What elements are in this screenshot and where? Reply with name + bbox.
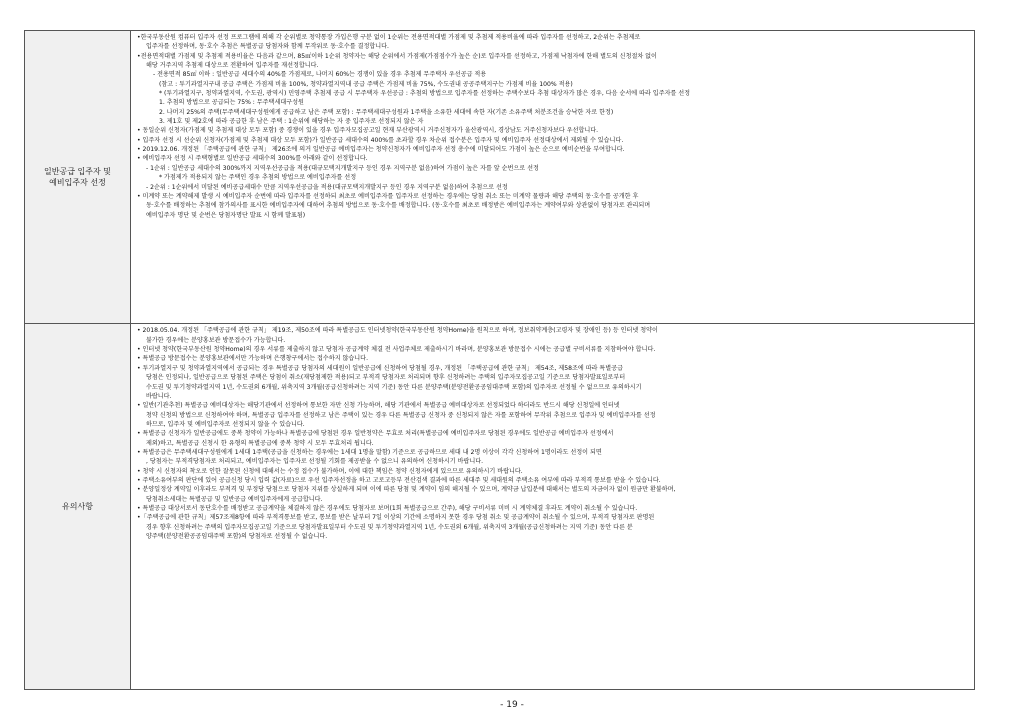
content-line: • 투기과열지구 및 청약과열지역에서 공급되는 경우 특별공급 당첨자의 세대원이 일반공급에 신청하여 당첨될 경우, 개정된 「주택공급에 관한 규칙」 제54조, 제58조에 따라 특별공급 <box>137 364 623 372</box>
row-label <box>25 31 131 324</box>
row-content <box>131 324 975 690</box>
content-line: - 전용면적 85㎡ 이하 : 일반공급 세대수의 40%를 가점제로, 나머지 60%는 경쟁이 있을 경우 추첨제 무주택자 우선공급 적용 <box>153 71 487 79</box>
content-line: • 2019.12.06. 개정된 「주택공급에 관한 규칙」 제26조에 의거 일반공급 예비입주자는 청약신청자가 예비입주자 선정 총수에 미달되어도 가점이 높은 순으로 예비순번을 부여합니다. <box>137 146 625 154</box>
content-line: 하므로, 입주자 및 예비입주자로 선정되지 않을 수 있습니다. <box>146 420 305 428</box>
content-line: • 인터넷 청약(한국부동산원 청약Home)의 경우 서류를 제출하지 않고 당첨자 공급계약 체결 전 사업주체로 제출하시기 바라며, 분양홍보관 방문접수 시에는 공급별 구비서류를 지참하여야 합니다. <box>137 346 656 354</box>
content-line: • 분양일정상 계약일 이후라도 부적격 및 부정당 당첨으로 당첨자 지위를 상실하게 되며 이에 따른 당첨 및 계약이 임의 해지될 수 있으며, 계약금 납입분에 대해서는 별도의 자금이자 없이 원금만 환불하며, <box>137 486 676 494</box>
content-line: * (투기과열지구, 청약과열지역, 수도권, 광역시) 민영주택 추첨제 공급 시 무주택자 우선공급 : 추첨의 방법으로 입주자를 선정하는 주택수보다 추첨 대상자가 많은 경우, 다음 순서에 따라 입주자를 선정 <box>159 90 691 98</box>
content-line: 바랍니다. <box>146 392 172 400</box>
content-line: 예비입주자 명단 및 순번은 당첨자명단 발표 시 함께 발표됨) <box>146 211 306 219</box>
content-line: 3. 제1호 및 제2호에 따라 공급한 후 남은 주택 : 1순위에 해당하는 자 중 입주자로 선정되지 않은 자 <box>159 118 424 126</box>
content-line: 경우 향후 신청하려는 주택의 입주자모집공고일 기준으로 당첨자발표일부터 수도권 및 투기청약과열지역 1년, 수도권외 6개월, 위축지역 3개월(공급신청하려는 지역 기준) 동안 다른 분 <box>146 523 633 531</box>
content-line: 청약 신청의 방법으로 신청하여야 하며, 특별공급 입주자를 선정하고 남은 주택이 있는 경우 다른 특별공급 신청자 중 신청되지 않은 자를 포함하여 무작위 추첨으로 입주자 및 예비입주자를 선정 <box>146 411 656 419</box>
content-line: * 가점제가 적용되지 않는 주택인 경우 추첨의 방법으로 예비입주자를 선정 <box>159 174 357 182</box>
content-line: (참고 : 투기과열지구내 공급 주택은 가점제 비율 100%, 청약과열지역내 공급 주택은 가점제 비율 75%, 수도권내 공공주택지구는 가점제 비율 100% 적용) <box>159 80 573 88</box>
content-line: 불가한 경우에는 분양홍보관 방문접수가 가능합니다. <box>146 336 286 344</box>
table-row-notes <box>25 324 975 690</box>
content-line: • 주택소유여부의 판단에 있어 공급신청 당시 입력 값(자료)으로 우선 입주자선정을 하고 고로고등부 전산검색 결과에 따른 세대주 및 세대원의 주택소유 여부에 따라 부적격 통보를 받을 수 있습니다. <box>137 476 661 484</box>
content-line: • 2018.05.04. 개정된 「주택공급에 관한 규칙」 제19조, 제50조에 따라 특별공급도 인터넷청약(한국부동산원 청약Home)을 원칙으로 하며, 정보취약계층(고령자 및 장애인 등) 등 인터넷 청약이 <box>137 327 658 335</box>
content-line: • 미계약 또는 계약해제 발생 시 예비입주자 순번에 따라 입주자를 선정하되 최초로 예비입주자를 입주자로 선정하는 경우에는 당첨 취소 또는 미계약 물량과 해당 주택의 동·호수를 공개한 후 <box>137 192 639 200</box>
content-line: •전용면적대별 가점제 및 추첨제 적용비율은 다음과 같으며, 85㎡이하 1순위 청약자는 해당 순위에서 가점제(가점점수가 높은 순)로 입주자를 선정하고, 가점제 낙첨자에 한해 별도의 신청절차 없이 <box>137 52 657 60</box>
content-line: • 특별공급 방문접수는 분양홍보관에서만 가능하며 은행창구에서는 접수하지 않습니다. <box>137 355 369 363</box>
content-line: 동·호수를 배정하는 추첨에 참가의사를 표시한 예비입주자에 대하여 추첨의 방법으로 동·호수를 배정합니다. (동·호수를 최초로 배정받은 예비입주자는 계약여부와 상관없이 당첨자로 관리되며 <box>146 202 651 210</box>
table-row-selection <box>25 31 975 324</box>
content-line: • 예비입주자 선정 시 주택형별로 일반공급 세대수의 300%를 아래와 같이 선정합니다. <box>137 155 368 163</box>
content-line: 입주자를 선정하며, 동·호수 추첨은 특별공급 당첨자와 함께 무작위로 동·호수를 결정합니다. <box>146 43 389 51</box>
content-line: 2. 나머지 25%의 주택(무주택세대구성원에게 공급하고 남은 주택 포함) : 무주택세대구성원과 1주택을 소유한 세대에 속한 자(기존 소유주택 처분조건을 승낙한 자로 한정) <box>159 108 614 116</box>
content-line: 수도권 및 투기청약과열지역 1년, 수도권외 6개월, 위축지역 3개월(공급신청하려는 지역 기준) 동안 다른 분양주택(분양전환공공임대주택 포함)의 입주자로 선정될 수 없으므로 유의하시기 <box>146 383 642 391</box>
content-line: •「주택공급에 관한 규칙」제57조제8항에 따라 부적격통보를 받고, 통보를 받은 날부터 7일 이상의 기간에 소명하지 못한 경우 당첨 취소 및 공급계약이 취소될 수 있으며, 부적격 당첨자로 판명된 <box>137 514 655 522</box>
content-line: 제외)하고, 특별공급 신청시 한 유형의 특별공급에 중복 청약 시 모두 무효처리 됩니다. <box>146 439 374 447</box>
content-line: 1. 추첨의 방법으로 공급되는 75% : 무주택세대구성원 <box>159 99 304 107</box>
content-line: • 청약 시 신청자의 착오로 인한 잘못된 신청에 대해서는 수정 접수가 불가하며, 이에 대한 책임은 청약 신청자에게 있으므로 유의하시기 바랍니다. <box>137 467 523 475</box>
content-line: •한국부동산원 컴퓨터 입주자 선정 프로그램에 의해 각 순위별로 청약통장 가입은행 구분 없이 1순위는 전용면적대별 가점제 및 추첨제 적용비율에 따라 입주자를 선정하고, 2순위는 추첨제로 <box>137 34 641 41</box>
notice-table <box>24 30 975 690</box>
content-line: • 일반(기관추천) 특별공급 예비대상자는 해당기관에서 선정하여 통보한 자만 신청 가능하며, 해당 기관에서 특별공급 예비대상자로 선정되었다 하더라도 반드시 해당 신청일에 인터넷 <box>137 402 620 410</box>
content-line: • 입주자 선정 시 선순위 신청자(가점제 및 추첨제 대상 모두 포함)가 일반공급 세대수의 400%를 초과할 경우 차순위 접수분은 입주자 및 예비입주자 선정대상에서 제외될 수 있습니다. <box>137 136 624 144</box>
row-label <box>25 324 131 690</box>
row-label-text: 일반공급 입주자 및 예비입주자 선정 <box>44 167 111 188</box>
content-line: 양주택(분양전환공공임대주택 포함)의 당첨자로 선정될 수 없습니다. <box>146 533 328 540</box>
content-line: - 1순위 : 일반공급 세대수의 300%까지 지역우선공급을 적용(대규모택지개발지구 등인 경우 지역구분 없음)하여 가점이 높은 자를 앞 순번으로 선정 <box>146 164 539 172</box>
content-line: • 특별공급은 무주택세대구성원에게 1세대 1주택(공급을 신청하는 경우에는 1세대 1명을 말함) 기준으로 공급하므로 세대 내 2명 이상이 각각 신청하여 1명이라도 선정이 되면 <box>137 448 602 456</box>
content-line: 당첨취소세대는 특별공급 및 일반공급 예비입주자에게 공급합니다. <box>146 495 323 503</box>
content-line: • 동일순위 신청자(가점제 및 추첨제 대상 모두 포함) 중 경쟁이 있을 경우 입주자모집공고일 현재 부산광역시 거주신청자가 울산광역시, 경상남도 거주신청자보다 우선합니다. <box>137 127 599 135</box>
row-label-text: 유의사항 <box>62 502 93 512</box>
content-line: - 2순위 : 1순위에서 미달된 예비공급세대수 만큼 지역우선공급을 적용(대규모택지개발지구 등인 경우 지역구분 없음)하여 추첨으로 선정 <box>146 183 508 191</box>
content-line: • 특별공급 신청자가 일반공급에도 중복 청약이 가능하나 특별공급에 당첨된 경우 일반청약은 무효로 처리(특별공급에 예비입주자로 당첨된 경우에도 일반공급 예비입주자 선정에서 <box>137 430 614 438</box>
content-line: • 특별공급 대상서로서 동단호수를 배정받고 공급계약을 체결하지 않은 경우에도 당첨자로 보며(1회 특별공급으로 간주), 해당 구비서류 미비 시 계약체결 후라도 계약이 취소될 수 있습니다. <box>137 504 638 512</box>
content-line: 당첨은 인정되나, 일반공급으로 당첨된 주택은 당첨이 취소(재당첨제한 적용)되고 부적격 당첨자로 처리되며 향후 신청하려는 주택의 입주자모집공고일 기준으로 당첨자발표일로부터 <box>146 374 626 382</box>
content-line: , 당첨자는 부적격당첨자로 처리되고, 예비입주자는 입주자로 선정될 기회를 제공받을 수 없으니 유의하여 신청하시기 바랍니다. <box>146 458 484 466</box>
page-number: - 19 - <box>500 700 524 710</box>
content-line: 해당 거주지역 추첨제 대상으로 전환하여 입주자를 재선정합니다. <box>146 62 319 70</box>
row-content <box>131 31 975 324</box>
